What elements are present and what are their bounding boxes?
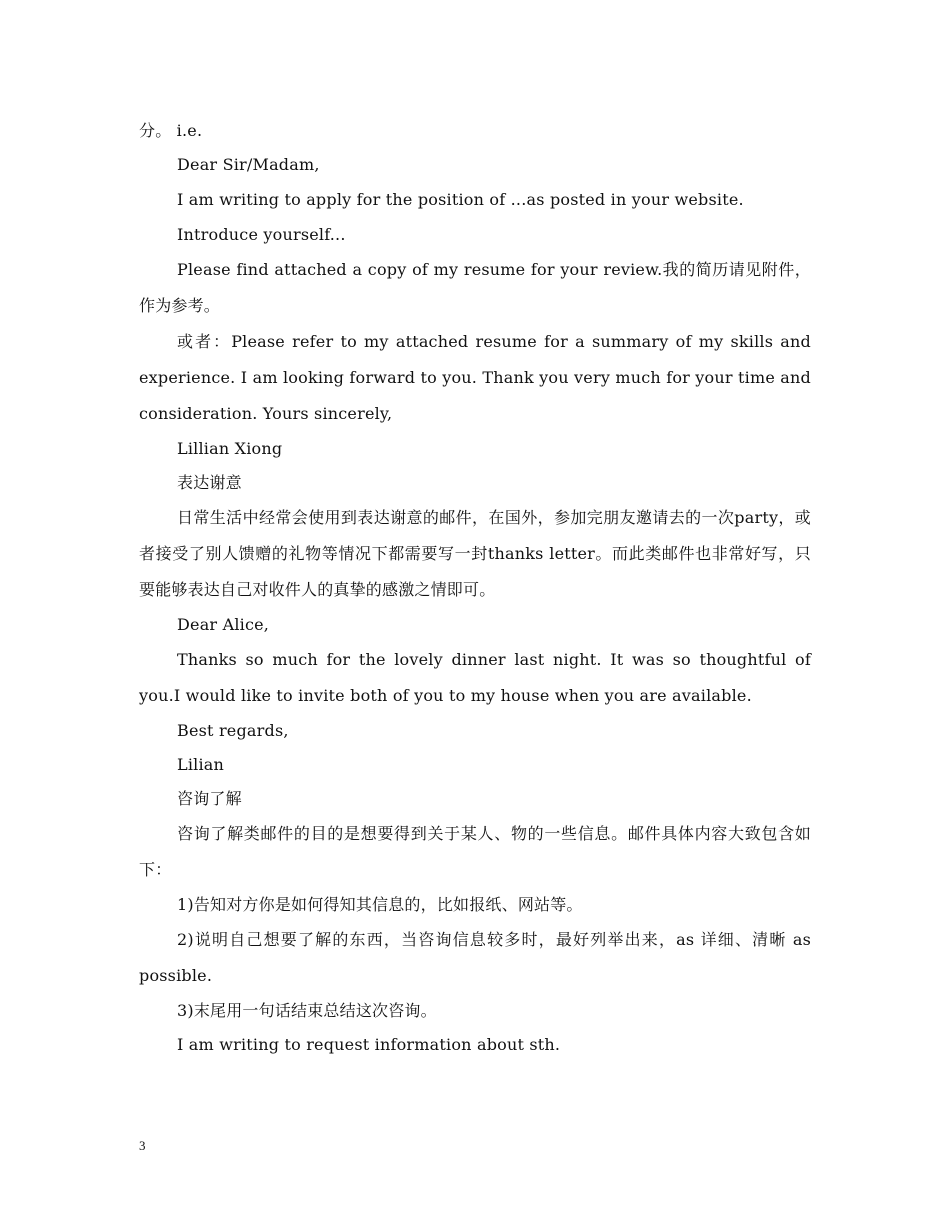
- paragraph-request-information: I am writing to request information about sth.: [177, 1035, 561, 1054]
- document-body: [139, 114, 811, 1062]
- salutation-dear-alice: Dear Alice,: [177, 615, 270, 634]
- paragraph-refer-resume: 或者：Please refer to my attached resume for a summary of my skills and experience. I am looking forward to you. Thank you very much for your time and consideration. Yours sincerely,: [139, 332, 811, 423]
- salutation-dear-sir: Dear Sir/Madam,: [177, 155, 320, 174]
- paragraph-introduce-yourself: Introduce yourself...: [177, 225, 346, 244]
- paragraph-thanks-dinner: Thanks so much for the lovely dinner last night. It was so thoughtful of you.I would like to invite both of you to my house when you are available.: [139, 650, 811, 705]
- list-item-2: 2)说明自己想要了解的东西，当咨询信息较多时，最好列举出来，as 详细、清晰 as possible.: [139, 930, 811, 985]
- section-heading-inquiry: 咨询了解: [177, 789, 242, 808]
- paragraph-thanks-description: 日常生活中经常会使用到表达谢意的邮件，在国外，参加完朋友邀请去的一次party，或者接受了别人馈赠的礼物等情况下都需要写一封thanks letter。而此类邮件也非常好写，只要能够表达自己对收件人的真挚的感激之情即可。: [139, 508, 811, 599]
- paragraph-attached-resume: Please find attached a copy of my resume for your review.我的简历请见附件，作为参考。: [139, 260, 811, 315]
- list-item-1: 1)告知对方你是如何得知其信息的，比如报纸、网站等。: [177, 895, 583, 914]
- signature-lillian-xiong: Lillian Xiong: [177, 439, 283, 458]
- closing-best-regards: Best regards,: [177, 721, 289, 740]
- paragraph-apply-position: I am writing to apply for the position of ...as posted in your website.: [177, 190, 744, 209]
- page-number: 3: [139, 1138, 146, 1153]
- paragraph-inquiry-description: 咨询了解类邮件的目的是想要得到关于某人、物的一些信息。邮件具体内容大致包含如下：: [139, 824, 811, 879]
- signature-lilian: Lilian: [177, 755, 225, 774]
- section-heading-thanks: 表达谢意: [177, 473, 242, 492]
- paragraph-continuation: 分。 i.e.: [139, 121, 203, 140]
- list-item-3: 3)末尾用一句话结束总结这次咨询。: [177, 1001, 437, 1020]
